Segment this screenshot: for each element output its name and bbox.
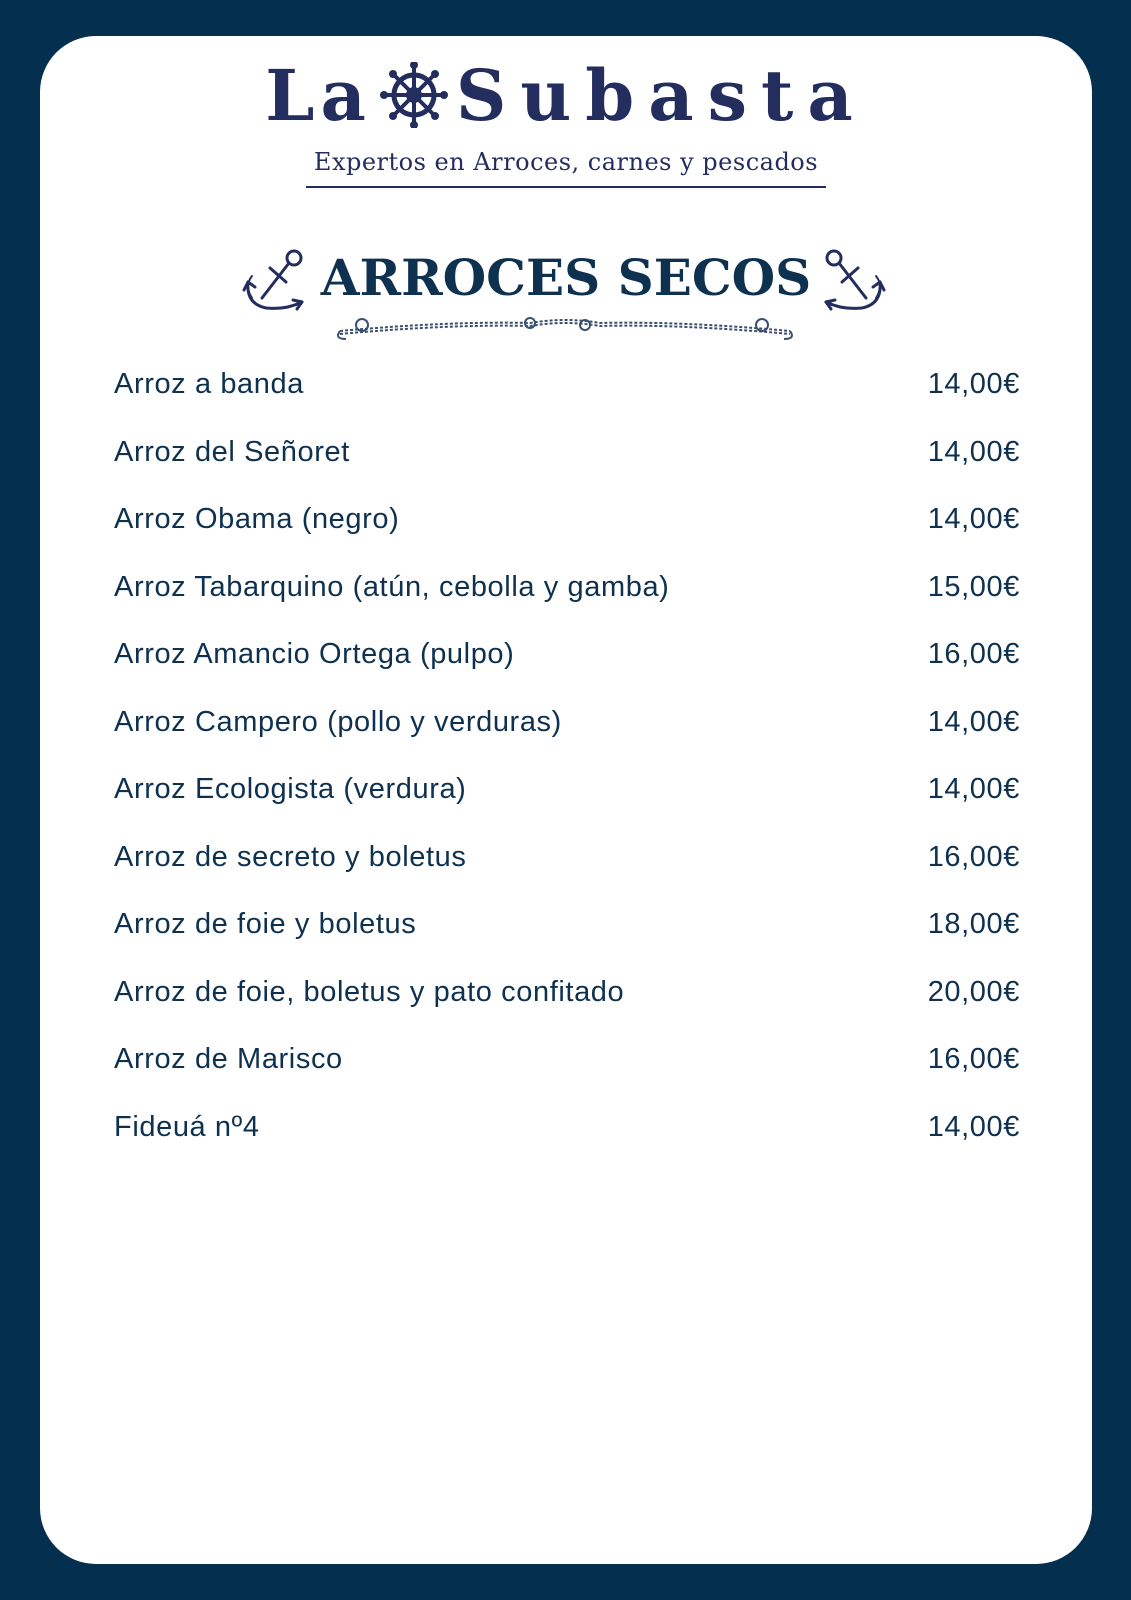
- dish-name: Arroz del Señoret: [114, 435, 350, 468]
- menu-card: [40, 36, 1092, 1564]
- dish-price: 18,00€: [927, 908, 1020, 941]
- list-item: [114, 959, 1020, 1027]
- dish-name: Arroz de Marisco: [114, 1043, 343, 1076]
- dish-price: 15,00€: [927, 570, 1020, 603]
- list-item: [114, 756, 1020, 824]
- dish-price: 14,00€: [927, 773, 1020, 806]
- list-item: [114, 351, 1020, 419]
- dish-name: Arroz de secreto y boletus: [114, 840, 467, 873]
- dish-name: Arroz de foie, boletus y pato confitado: [114, 975, 625, 1008]
- dish-price: 14,00€: [927, 368, 1020, 401]
- list-item: [114, 419, 1020, 487]
- dish-name: Arroz Tabarquino (atún, cebolla y gamba): [114, 570, 670, 603]
- dish-price: 14,00€: [927, 435, 1020, 468]
- brand-tagline: Expertos en Arroces, carnes y pescados: [313, 148, 819, 176]
- list-item: [114, 1094, 1020, 1162]
- dish-price: 16,00€: [927, 840, 1020, 873]
- dish-price: 14,00€: [927, 1110, 1020, 1143]
- list-item: [114, 554, 1020, 622]
- dish-name: Arroz Amancio Ortega (pulpo): [114, 638, 515, 671]
- rope-divider: [330, 311, 800, 341]
- dish-name: Arroz Ecologista (verdura): [114, 773, 467, 806]
- dish-name: Arroz Campero (pollo y verduras): [114, 705, 562, 738]
- dish-price: 14,00€: [927, 503, 1020, 536]
- dish-name: Arroz de foie y boletus: [114, 908, 417, 941]
- list-item: [114, 486, 1020, 554]
- list-item: [114, 1026, 1020, 1094]
- brand-logo: [40, 56, 1092, 206]
- brand-underline: [306, 186, 826, 188]
- dish-list: [114, 351, 1020, 1161]
- list-item: [114, 891, 1020, 959]
- list-item: [114, 824, 1020, 892]
- brand-name-part1: La: [265, 54, 372, 137]
- dish-name: Fideuá nº4: [114, 1110, 260, 1143]
- dish-price: 20,00€: [927, 975, 1020, 1008]
- ship-wheel-icon: [376, 62, 452, 128]
- dish-price: 16,00€: [927, 1043, 1020, 1076]
- section-title: ARROCES SECOS: [320, 248, 812, 307]
- dish-name: Arroz a banda: [114, 368, 304, 401]
- list-item: [114, 621, 1020, 689]
- brand-name: [40, 56, 1092, 136]
- anchor-icon: [820, 246, 886, 316]
- brand-name-part2: Subasta: [455, 54, 867, 137]
- dish-price: 14,00€: [927, 705, 1020, 738]
- list-item: [114, 689, 1020, 757]
- dish-price: 16,00€: [927, 638, 1020, 671]
- dish-name: Arroz Obama (negro): [114, 503, 400, 536]
- section-header: [40, 206, 1092, 346]
